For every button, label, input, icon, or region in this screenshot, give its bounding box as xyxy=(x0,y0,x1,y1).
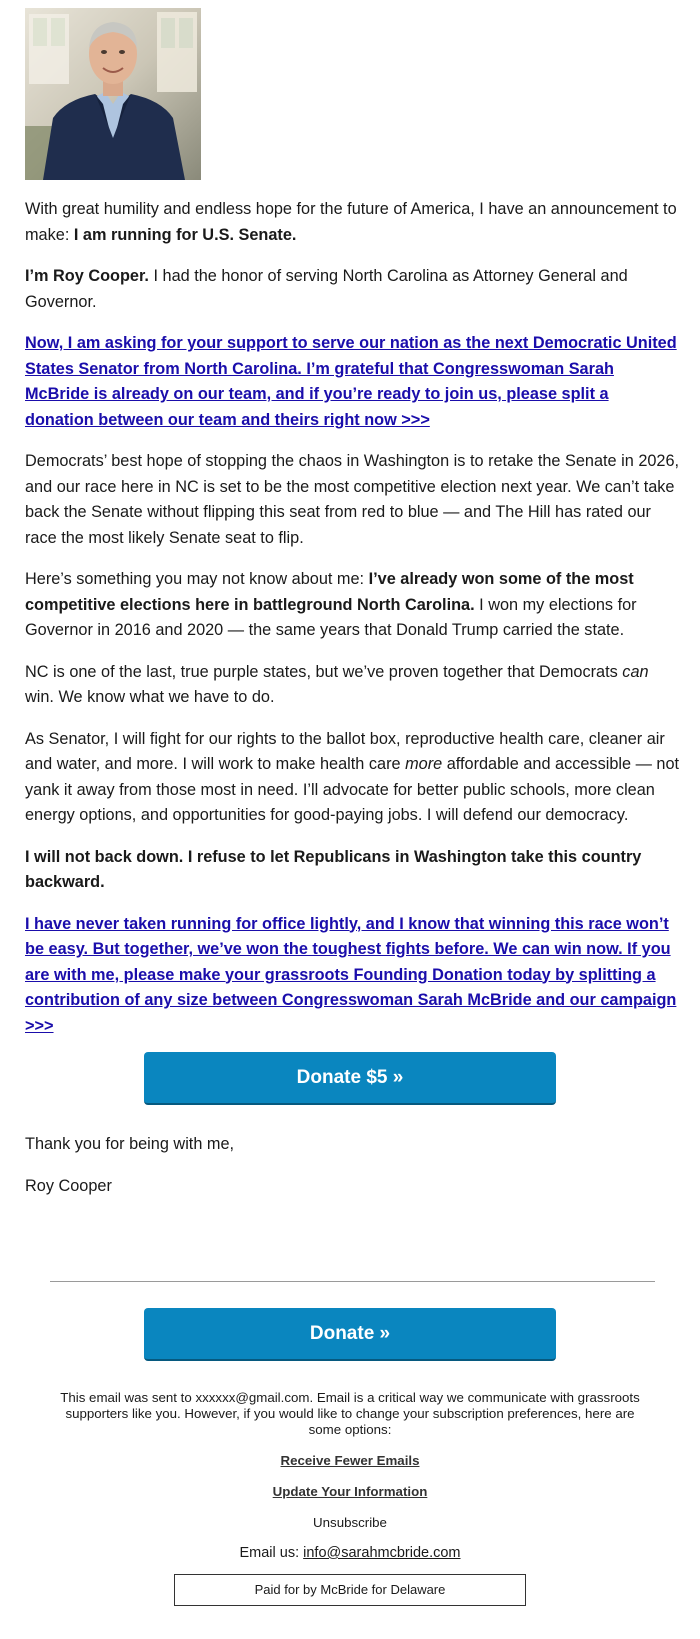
donate-5-wrapper xyxy=(0,1052,700,1105)
donation-link-1[interactable]: Now, I am asking for your support to serve our nation as the next Democratic United States Senator from North Carolina. I’m grateful that Congresswoman Sarah McBride is already on our team, and if you’re ready to join us, please split a donation between our team and theirs right now >>> xyxy=(25,334,677,429)
announcement-bold: I am running for U.S. Senate. xyxy=(73,225,297,244)
paragraph-intro: I’m Roy Cooper. I had the honor of serving North Carolina as Attorney General and Governor. xyxy=(25,267,628,311)
paragraph-senate: Democrats’ best hope of stopping the chaos in Washington is to retake the Senate in 2026, and our race here in NC is set to be the most competitive election next year. We can’t take back the Senate without flipping this seat from red to blue — and The Hill has rated our race the most likely Senate seat to flip. xyxy=(25,452,680,547)
elections-bold: I’ve already won some of the most competitive elections here in battleground North Carolina. xyxy=(25,570,634,614)
paid-for-disclaimer: Paid for by McBride for Delaware xyxy=(174,1574,526,1606)
email-footer xyxy=(60,1390,640,1606)
paragraph-agenda: As Senator, I will fight for our rights to the ballot box, reproductive health care, cleaner air and water, and more. I will work to make health care more affordable and accessible — not yank it away from those most in need. I’ll advocate for better public schools, more clean energy options, and opportunities for good-paying jobs. I will defend our democracy. xyxy=(25,729,680,824)
letter-body xyxy=(25,197,681,1055)
paragraph-link-1 xyxy=(25,331,681,433)
unsubscribe-link[interactable]: Unsubscribe xyxy=(313,1515,387,1530)
closing-thanks: Thank you for being with me, xyxy=(25,1135,235,1153)
paragraph-purple-state: NC is one of the last, true purple states, but we’ve proven together that Democrats can win. We know what we have to do. xyxy=(25,662,649,706)
candidate-photo xyxy=(25,8,201,180)
donate-wrapper xyxy=(0,1308,700,1361)
signature: Roy Cooper xyxy=(25,1177,112,1195)
more-emphasis: more xyxy=(405,755,443,773)
intro-bold: I’m Roy Cooper. xyxy=(25,267,149,285)
footer-divider xyxy=(50,1281,655,1282)
candidate-portrait-icon xyxy=(25,8,201,180)
paragraph-elections: Here’s something you may not know about me: I’ve already won some of the most competitive elections here in battleground North Carolina. I won my elections for Governor in 2016 and 2020 — the same years that Donald Trump carried the state. xyxy=(25,570,637,639)
can-emphasis: can xyxy=(622,662,649,681)
resolve-bold: I will not back down. I refuse to let Republicans in Washington take this country backward. xyxy=(25,847,642,891)
footer-legal-text: This email was sent to xxxxxx@gmail.com. Email is a critical way we communicate with grassroots supporters like you. However, if you would like to change your subscription preferences, here are some options: xyxy=(60,1390,640,1437)
donate-button[interactable]: Donate » xyxy=(144,1308,556,1361)
receive-fewer-emails-link[interactable]: Receive Fewer Emails xyxy=(280,1453,420,1468)
paragraph-announcement: With great humility and endless hope for the future of America, I have an announcement to make: I am running for U.S. Senate. xyxy=(25,200,677,244)
paragraph-link-2 xyxy=(25,912,681,1040)
contact-email-line: Email us: info@sarahmcbride.com xyxy=(239,1545,461,1561)
paragraph-resolve xyxy=(25,845,681,896)
donation-link-2[interactable]: I have never taken running for office lightly, and I know that winning this race won’t be easy. But together, we’ve won the toughest fights before. We can win now. If you are with me, please make your grassroots Founding Donation today by splitting a contribution of any size between Congresswoman Sarah McBride and our campaign >>> xyxy=(25,914,677,1035)
donate-5-button[interactable]: Donate $5 » xyxy=(144,1052,556,1105)
update-information-link[interactable]: Update Your Information xyxy=(272,1484,428,1499)
contact-email-link[interactable]: info@sarahmcbride.com xyxy=(303,1545,461,1561)
